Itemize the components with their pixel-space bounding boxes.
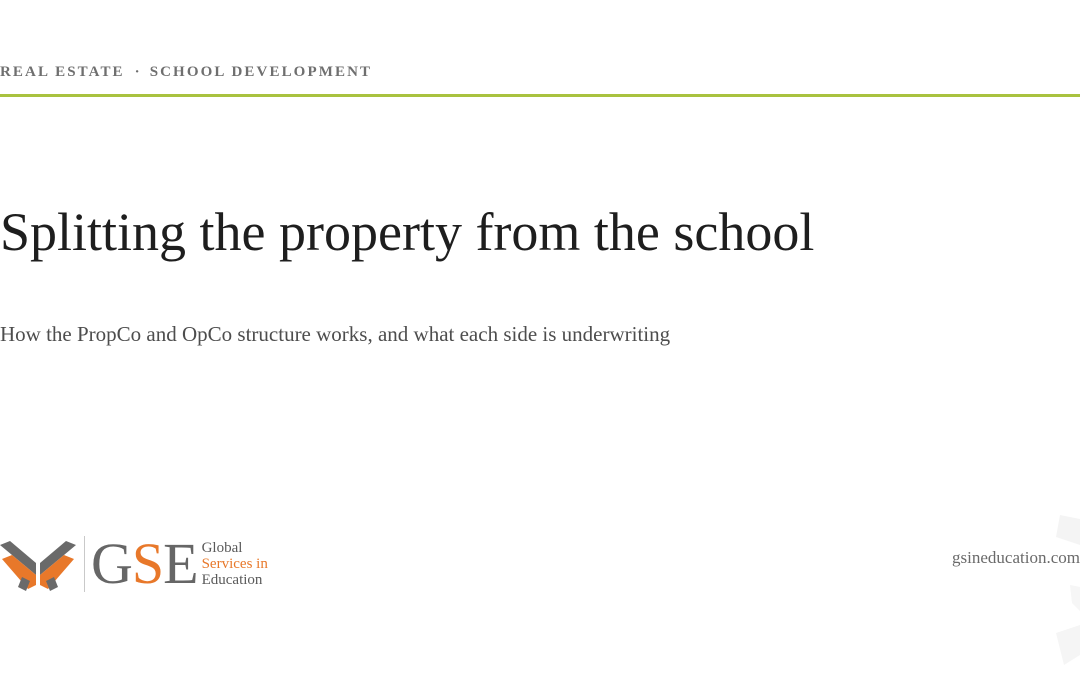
category-separator: ·: [134, 64, 140, 80]
logo-tagline-services: Services in: [201, 556, 268, 572]
logo-letter-e: E: [163, 531, 198, 596]
website-url: gsineducation.com: [952, 548, 1080, 567]
logo-tagline-global: Global: [201, 540, 243, 556]
logo-tagline: [202, 540, 268, 588]
category-eyebrow: [0, 64, 372, 81]
corner-decoration: [960, 515, 1080, 675]
open-book-chevron-icon: [0, 533, 78, 595]
slide-subtitle: How the PropCo and OpCo structure works, and what each side is underwriting: [0, 322, 671, 346]
logo-tagline-education: Education: [201, 572, 263, 588]
gse-logo: [0, 532, 268, 596]
logo-letter-g: G: [91, 531, 132, 596]
logo-wordmark: [91, 531, 198, 596]
slide-title: Splitting the property from the school: [0, 202, 815, 262]
header-divider: [0, 94, 1080, 97]
logo-letter-s: S: [131, 531, 164, 596]
logo-divider: [84, 536, 85, 592]
category-real-estate: REAL ESTATE: [0, 64, 125, 80]
category-school-development: SCHOOL DEVELOPMENT: [149, 64, 373, 80]
